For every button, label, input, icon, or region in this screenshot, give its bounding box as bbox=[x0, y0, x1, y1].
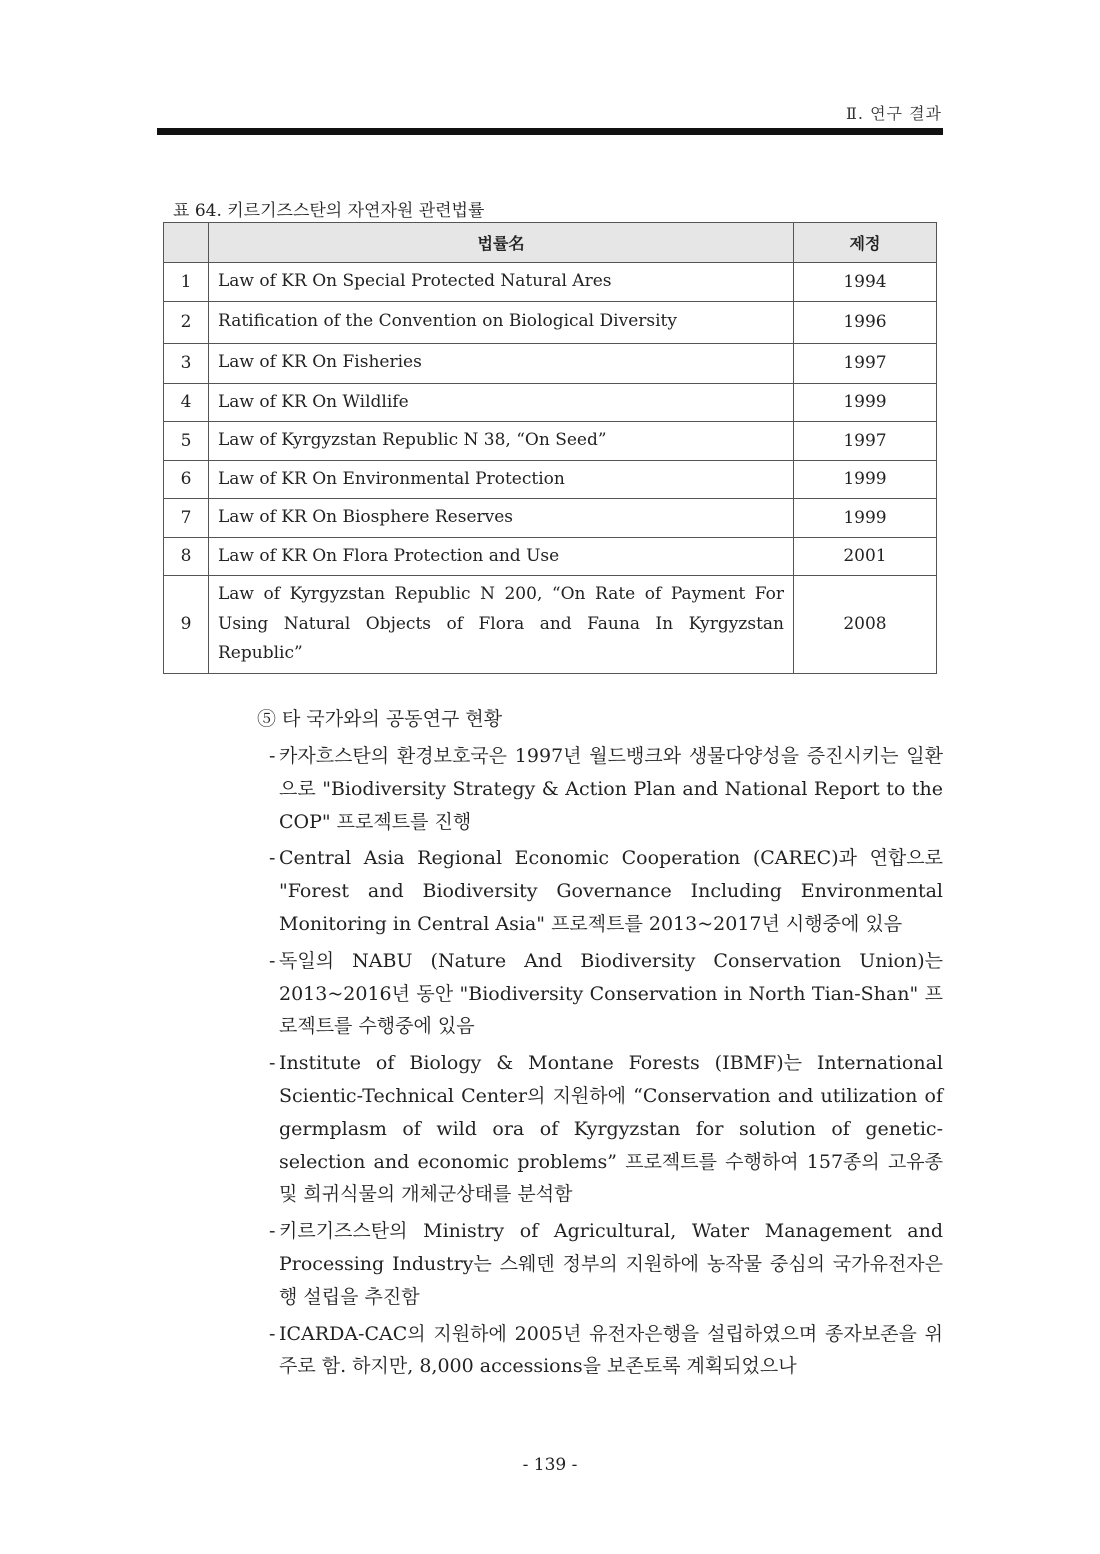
column-header-number bbox=[164, 223, 209, 263]
enactment-year: 1999 bbox=[794, 383, 937, 422]
table-row bbox=[164, 383, 937, 422]
list-item bbox=[257, 1047, 943, 1211]
law-name: Law of KR On Wildlife bbox=[209, 383, 794, 422]
row-number: 4 bbox=[164, 383, 209, 422]
table-row bbox=[164, 499, 937, 538]
table-row bbox=[164, 263, 937, 302]
law-name: Law of KR On Biosphere Reserves bbox=[209, 499, 794, 538]
list-item-text: Institute of Biology & Montane Forests (IBMF)는 International Scientic-Technical Center의 지원하에 “Conservation and utilization of germplasm of wild ora of Kyrgyzstan for solution of genetic-selection and economic problems” 프로젝트를 수행하여 157종의 고유종 및 희귀식물의 개체군상태를 분석함 bbox=[279, 1052, 943, 1206]
table-row bbox=[164, 422, 937, 461]
table-header-row bbox=[164, 223, 937, 263]
list-item bbox=[257, 945, 943, 1043]
law-name: Law of KR On Environmental Protection bbox=[209, 460, 794, 499]
bullet-dash: - bbox=[269, 745, 276, 767]
table-row bbox=[164, 537, 937, 576]
list-item bbox=[257, 1318, 943, 1384]
law-name: Law of KR On Flora Protection and Use bbox=[209, 537, 794, 576]
row-number: 6 bbox=[164, 460, 209, 499]
row-number: 8 bbox=[164, 537, 209, 576]
list-item-text: 카자흐스탄의 환경보호국은 1997년 월드뱅크와 생물다양성을 증진시키는 일환으로 "Biodiversity Strategy & Action Plan and National Report to the COP" 프로젝트를 진행 bbox=[279, 745, 943, 833]
law-name: Law of Kyrgyzstan Republic N 38, “On Seed” bbox=[209, 422, 794, 461]
law-name: Law of Kyrgyzstan Republic N 200, “On Rate of Payment For Using Natural Objects of Flora and Fauna In Kyrgyzstan Republic” bbox=[209, 576, 794, 674]
law-name: Law of KR On Fisheries bbox=[209, 343, 794, 383]
section-heading: ⑤ 타 국가와의 공동연구 현황 bbox=[257, 708, 503, 730]
header-rule bbox=[157, 128, 943, 135]
table-row bbox=[164, 301, 937, 343]
bullet-dash: - bbox=[269, 1220, 276, 1243]
column-header-law-name: 법률名 bbox=[209, 223, 794, 263]
list-item-text: 독일의 NABU (Nature And Biodiversity Conservation Union)는 2013~2016년 동안 "Biodiversity Conservation in North Tian-Shan" 프로젝트를 수행중에 있음 bbox=[279, 949, 943, 1038]
list-item-text: 키르기즈스탄의 Ministry of Agricultural, Water Management and Processing Industry는 스웨덴 정부의 지원하에 농작물 중심의 국가유전자은행 설립을 추진함 bbox=[279, 1220, 943, 1308]
enactment-year: 1994 bbox=[794, 263, 937, 302]
law-name: Ratification of the Convention on Biological Diversity bbox=[209, 301, 794, 343]
row-number: 5 bbox=[164, 422, 209, 461]
row-number: 3 bbox=[164, 343, 209, 383]
table-row bbox=[164, 343, 937, 383]
list-item-text: Central Asia Regional Economic Cooperation (CAREC)과 연합으로 "Forest and Biodiversity Governance Including Environmental Monitoring in Central Asia" 프로젝트를 2013~2017년 시행중에 있음 bbox=[279, 847, 943, 935]
bullet-dash: - bbox=[269, 1322, 276, 1345]
list-item bbox=[257, 1215, 943, 1313]
joint-research-section bbox=[257, 706, 943, 1387]
bullet-dash: - bbox=[269, 1052, 276, 1075]
enactment-year: 1997 bbox=[794, 422, 937, 461]
enactment-year: 2001 bbox=[794, 537, 937, 576]
row-number: 1 bbox=[164, 263, 209, 302]
bullet-dash: - bbox=[269, 847, 276, 870]
row-number: 2 bbox=[164, 301, 209, 343]
running-header-title: Ⅱ. 연구 결과 bbox=[846, 104, 942, 123]
list-item bbox=[257, 842, 943, 940]
table-caption: 표 64. 키르기즈스탄의 자연자원 관련법률 bbox=[173, 201, 485, 221]
bullet-dash: - bbox=[269, 949, 276, 972]
row-number: 7 bbox=[164, 499, 209, 538]
law-name: Law of KR On Special Protected Natural Ares bbox=[209, 263, 794, 302]
column-header-year: 제정 bbox=[794, 223, 937, 263]
enactment-year: 1999 bbox=[794, 499, 937, 538]
table-row bbox=[164, 460, 937, 499]
enactment-year: 1996 bbox=[794, 301, 937, 343]
row-number: 9 bbox=[164, 576, 209, 674]
list-item-text: ICARDA-CAC의 지원하에 2005년 유전자은행을 설립하였으며 종자보존을 위주로 함. 하지만, 8,000 accessions을 보존토록 계획되었으나 bbox=[279, 1322, 943, 1378]
enactment-year: 1997 bbox=[794, 343, 937, 383]
enactment-year: 1999 bbox=[794, 460, 937, 499]
list-item bbox=[257, 740, 943, 838]
table-row bbox=[164, 576, 937, 674]
laws-table bbox=[163, 222, 937, 674]
page-number: - 139 - bbox=[522, 1455, 578, 1475]
enactment-year: 2008 bbox=[794, 576, 937, 674]
